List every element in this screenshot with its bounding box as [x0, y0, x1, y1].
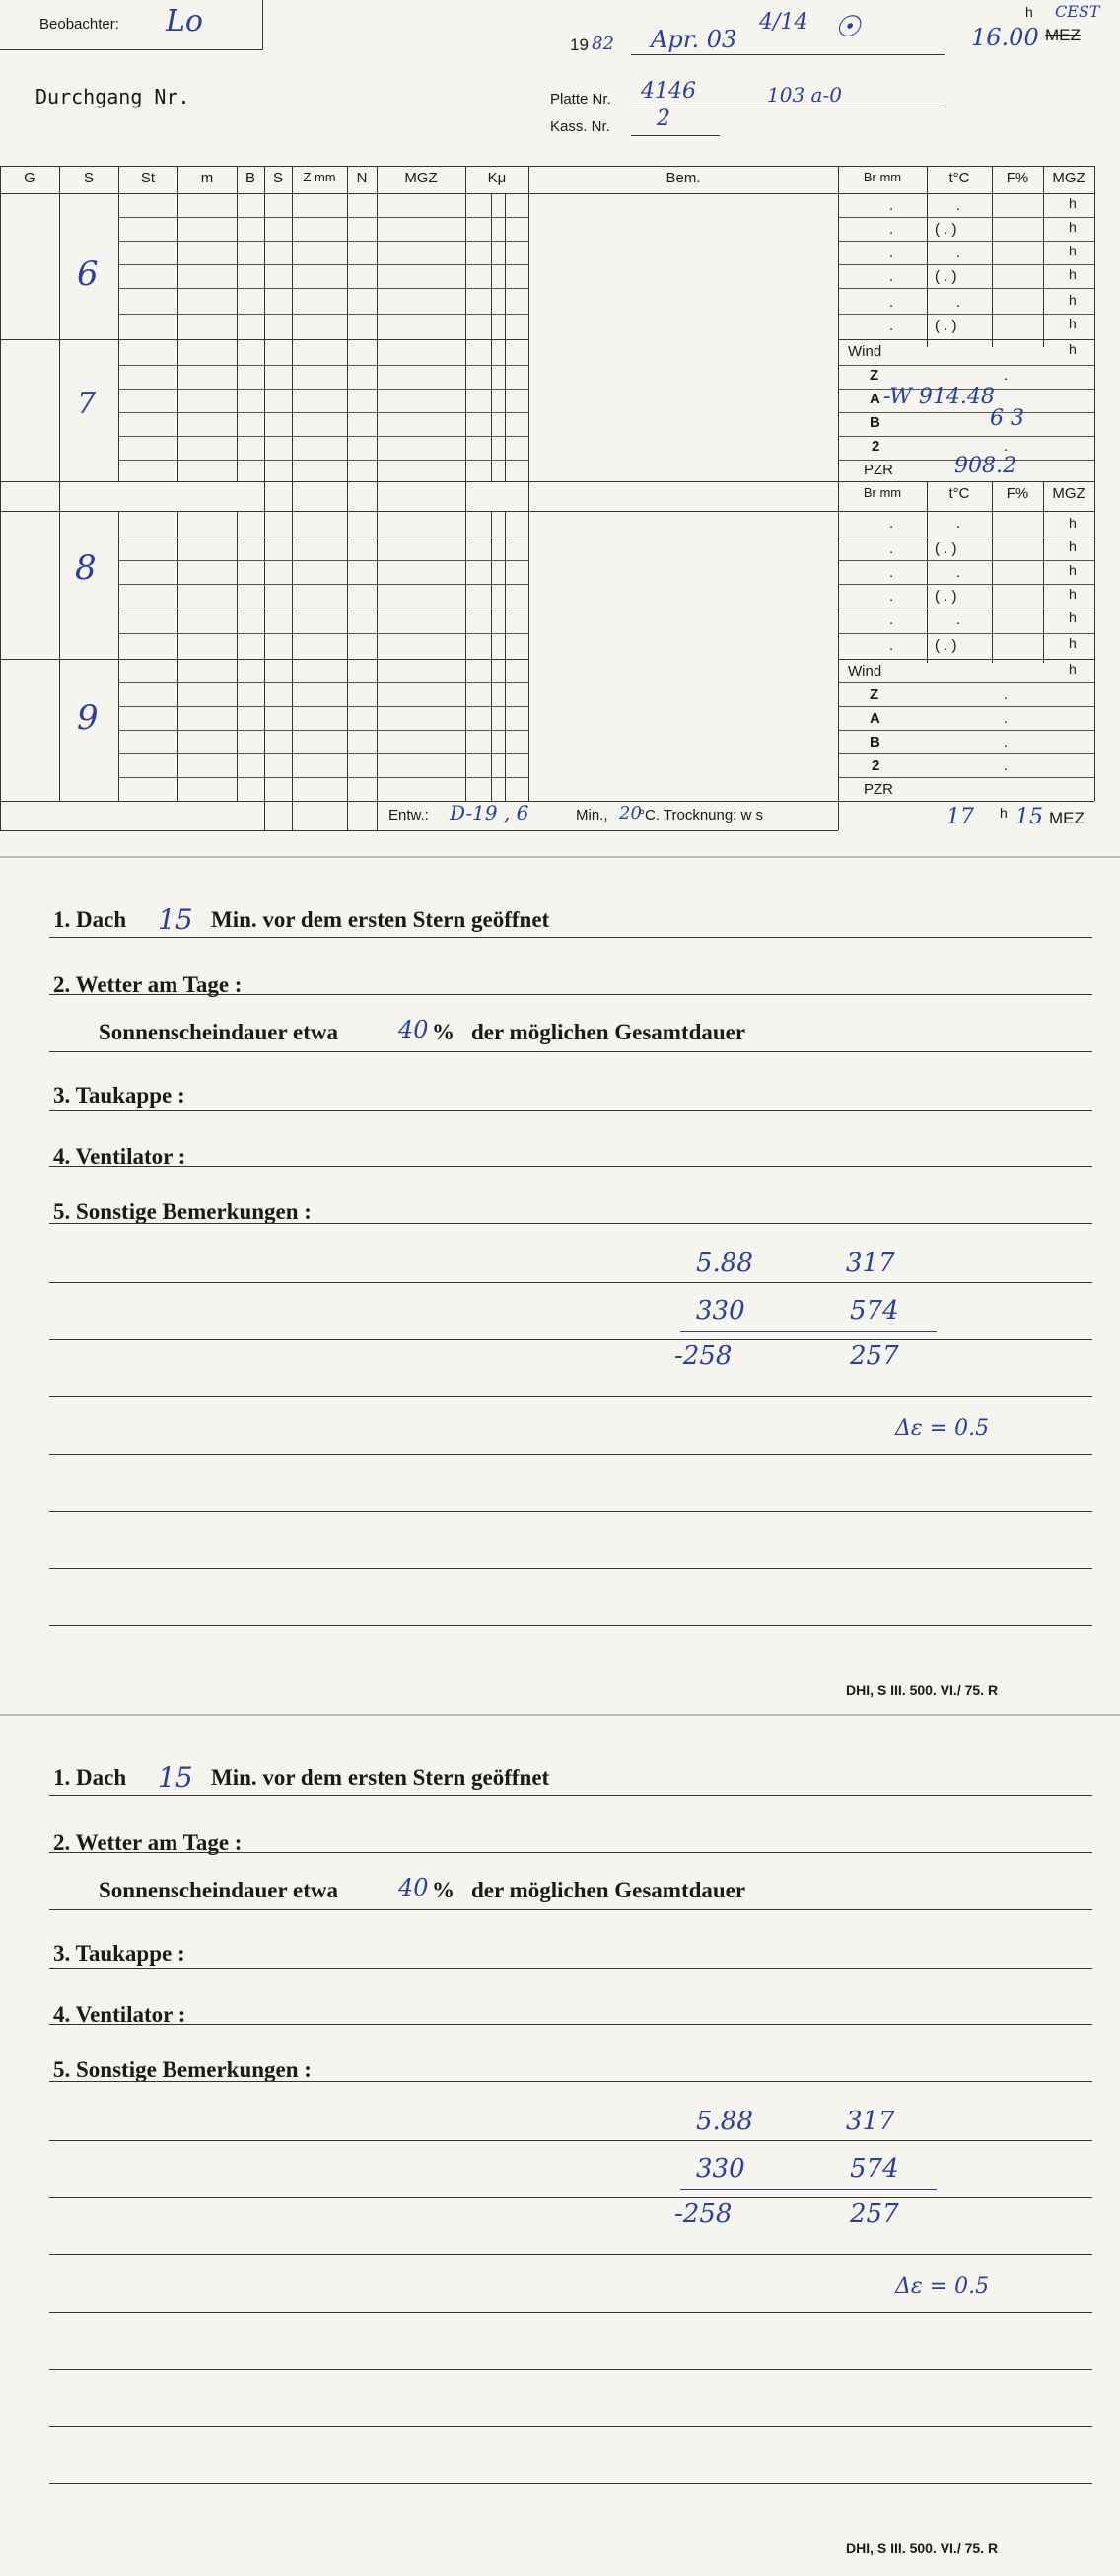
- text-table-h: h: [1069, 243, 1077, 258]
- text-table-dot: .: [956, 245, 961, 261]
- text-table-dot: .: [889, 318, 894, 334]
- two-label: 2: [872, 438, 880, 455]
- upper-pzr-hand: 908.2: [954, 454, 1016, 478]
- zone-hand: CEST: [1055, 2, 1100, 21]
- row-number-6: 6: [77, 254, 99, 294]
- col-g: G: [24, 170, 35, 186]
- text-table-paren: ( . ): [935, 268, 957, 285]
- beobachter-label: Beobachter:: [39, 16, 119, 33]
- col-n: N: [356, 170, 368, 186]
- text-form-item3: 3. Taukappe :: [53, 1083, 185, 1108]
- text-form-item4: 4. Ventilator :: [53, 1144, 186, 1169]
- text-form-calc-r1a: 5.88: [696, 1249, 753, 1278]
- date-frac: 4/14: [759, 10, 808, 35]
- pzr-label: PZR: [864, 462, 893, 478]
- text-table-dot: .: [956, 515, 961, 532]
- col-kmu: Kμ: [487, 170, 507, 186]
- col-s: S: [83, 170, 94, 186]
- text-table-h: h: [1069, 341, 1077, 357]
- text-form-footer: DHI, S III. 500. VI./ 75. R: [846, 2540, 999, 2556]
- text-table-dot: .: [1004, 757, 1009, 774]
- text-table-h: h: [1069, 266, 1077, 282]
- col-f-lower: F%: [1006, 485, 1029, 502]
- text-form-sun-pct: %: [432, 1878, 455, 1902]
- text-form-sun-a: Sonnenscheindauer etwa: [99, 1020, 339, 1044]
- text-form-calc-r2b: 574: [850, 1296, 899, 1325]
- col-mgz2-lower: MGZ: [1052, 485, 1085, 502]
- text-table-paren: ( . ): [935, 637, 957, 654]
- text-table-h: h: [1069, 562, 1077, 578]
- text-table-dot: .: [889, 268, 894, 285]
- time-hand: 16.00: [971, 24, 1039, 51]
- text-form-sun-hand: 40: [398, 1016, 429, 1043]
- z-label: Z: [870, 367, 879, 384]
- col-tc: t°C: [948, 170, 970, 186]
- row-number-9: 9: [77, 698, 99, 738]
- text-form-item5: 5. Sonstige Bemerkungen :: [53, 1199, 312, 1224]
- col-s2: S: [272, 170, 283, 186]
- text-table-paren: ( . ): [935, 318, 957, 334]
- text-table-a-label: A: [870, 710, 880, 727]
- text-table-dot: .: [1004, 438, 1009, 455]
- text-form-sun-pct: %: [432, 1020, 455, 1044]
- row-number-8: 8: [75, 548, 97, 588]
- col-m: m: [200, 170, 214, 186]
- trock-label: °C. Trocknung: w s: [639, 807, 764, 823]
- text-table-dot: .: [956, 611, 961, 628]
- col-zmm: Z mm: [303, 170, 336, 184]
- text-form-calc-r1a: 5.88: [696, 2107, 753, 2136]
- text-table-dot: .: [889, 245, 894, 261]
- text-table-dot: .: [1004, 710, 1009, 727]
- beobachter-value: Lo: [166, 4, 203, 38]
- text-table-z-label: Z: [870, 686, 879, 703]
- remarks-form-2: [0, 1714, 1120, 2576]
- text-form-sun-hand: 40: [398, 1874, 429, 1901]
- col-bem: Bem.: [665, 170, 701, 186]
- text-table-dot: .: [1004, 686, 1009, 703]
- text-form-item1-a: 1. Dach: [53, 1765, 127, 1790]
- text-table-wind-label: Wind: [848, 663, 882, 680]
- text-form-sun-b: der möglichen Gesamtdauer: [471, 1878, 746, 1902]
- col-tc-lower: t°C: [948, 485, 970, 502]
- row-number-7: 7: [77, 387, 97, 421]
- text-form-item2: 2. Wetter am Tage :: [53, 972, 243, 997]
- text-form-calc-r2a: 330: [696, 1296, 745, 1325]
- col-st: St: [140, 170, 156, 186]
- text-table-dot: .: [1004, 367, 1009, 384]
- text-table-h: h: [1069, 515, 1077, 531]
- text-table-h: h: [1069, 219, 1077, 235]
- text-form-calc-r3a: -258: [674, 2199, 733, 2229]
- text-form-item1-b: Min. vor dem ersten Stern geöffnet: [211, 1765, 550, 1790]
- text-form-delta: Δε = 0.5: [895, 2274, 990, 2299]
- text-table-pzr-label: PZR: [864, 781, 893, 798]
- platte-label: Platte Nr.: [550, 91, 611, 107]
- col-b: B: [245, 170, 255, 186]
- kass-label: Kass. Nr.: [550, 118, 610, 135]
- text-table-dot: .: [956, 294, 961, 311]
- text-table-dot: .: [889, 611, 894, 628]
- text-form-calc-r2a: 330: [696, 2154, 745, 2183]
- text-table-paren: ( . ): [935, 540, 957, 557]
- text-form-item1-hand: 15: [158, 903, 193, 936]
- a-label: A: [870, 391, 880, 407]
- min-label: Min.,: [576, 807, 608, 823]
- text-table-dot: .: [889, 588, 894, 605]
- text-table-dot: .: [889, 540, 894, 557]
- b-label: B: [870, 414, 880, 431]
- text-table-h: h: [1000, 805, 1008, 821]
- text-form-item1-b: Min. vor dem ersten Stern geöffnet: [211, 907, 550, 932]
- text-form-calc-r1b: 317: [846, 1249, 895, 1278]
- text-table-h: h: [1069, 538, 1077, 554]
- end-min-hand: 15: [1015, 805, 1043, 829]
- text-table-paren: ( . ): [935, 588, 957, 605]
- remarks-form-1: [0, 856, 1120, 1716]
- text-table-dot: .: [889, 515, 894, 532]
- entw-label: Entw.:: [388, 807, 429, 823]
- date-hand: Apr. 03: [651, 26, 737, 53]
- text-table-dot: .: [889, 221, 894, 238]
- footer-code: DHI, S III. 500. VI./ 75. R: [846, 1682, 999, 1698]
- year-prefix: 19: [570, 36, 589, 54]
- text-table-h: h: [1069, 195, 1077, 211]
- upper-a-hand: -W 914.48: [883, 385, 995, 409]
- text-form-calc-r2b: 574: [850, 2154, 899, 2183]
- end-time-hand: 17: [946, 805, 974, 829]
- text-form-calc-r3b: 257: [850, 1341, 899, 1371]
- text-table-h: h: [1069, 635, 1077, 651]
- text-table-dot: .: [889, 564, 894, 581]
- text-table-b-label: B: [870, 734, 880, 751]
- durchgang-label: Durchgang Nr.: [35, 85, 190, 108]
- text-form-item2: 2. Wetter am Tage :: [53, 1830, 243, 1855]
- end-zone: MEZ: [1049, 809, 1085, 827]
- h-mark: h: [1025, 4, 1033, 20]
- text-table-dot: .: [889, 637, 894, 654]
- text-form-sun-b: der möglichen Gesamtdauer: [471, 1020, 746, 1044]
- text-form-delta: Δε = 0.5: [895, 1416, 990, 1441]
- text-table-dot: .: [889, 294, 894, 311]
- wind-label: Wind: [848, 343, 882, 360]
- text-table-h: h: [1069, 586, 1077, 602]
- platte-value2: 103 a-0: [767, 83, 842, 107]
- table-form: [0, 0, 1120, 856]
- platte-value: 4146: [641, 79, 696, 104]
- text-form-item3: 3. Taukappe :: [53, 1941, 185, 1966]
- col-mgz: MGZ: [404, 170, 438, 186]
- col-f: F%: [1006, 170, 1029, 186]
- zone-label: MEZ: [1045, 26, 1081, 44]
- temp-hand: 20: [619, 803, 642, 823]
- text-form-item1-a: 1. Dach: [53, 907, 127, 932]
- kass-value: 2: [657, 107, 670, 131]
- sun-symbol: ☉: [834, 10, 861, 44]
- text-table-dot: .: [956, 197, 961, 214]
- text-form-calc-r3b: 257: [850, 2199, 899, 2229]
- text-form-calc-r1b: 317: [846, 2107, 895, 2136]
- year-hand: 82: [592, 34, 614, 54]
- upper-b-hand: 6 3: [990, 406, 1024, 431]
- text-table-h: h: [1069, 292, 1077, 308]
- text-table-dot: .: [1004, 734, 1009, 751]
- text-table-h: h: [1069, 609, 1077, 625]
- text-form-item4: 4. Ventilator :: [53, 2002, 186, 2027]
- text-table-paren: ( . ): [935, 221, 957, 238]
- text-table-h: h: [1069, 661, 1077, 677]
- text-form-item1-hand: 15: [158, 1761, 193, 1794]
- text-table-dot: .: [956, 564, 961, 581]
- text-form-item5: 5. Sonstige Bemerkungen :: [53, 2057, 312, 2082]
- text-table-two-label: 2: [872, 757, 880, 774]
- col-mgz2: MGZ: [1052, 170, 1085, 186]
- col-br: Br mm: [863, 170, 902, 184]
- text-table-h: h: [1069, 316, 1077, 331]
- text-table-dot: .: [889, 197, 894, 214]
- text-form-calc-r3a: -258: [674, 1341, 733, 1371]
- col-br-lower: Br mm: [863, 485, 902, 500]
- text-form-sun-a: Sonnenscheindauer etwa: [99, 1878, 339, 1902]
- entw-hand: D-19 , 6: [450, 801, 529, 824]
